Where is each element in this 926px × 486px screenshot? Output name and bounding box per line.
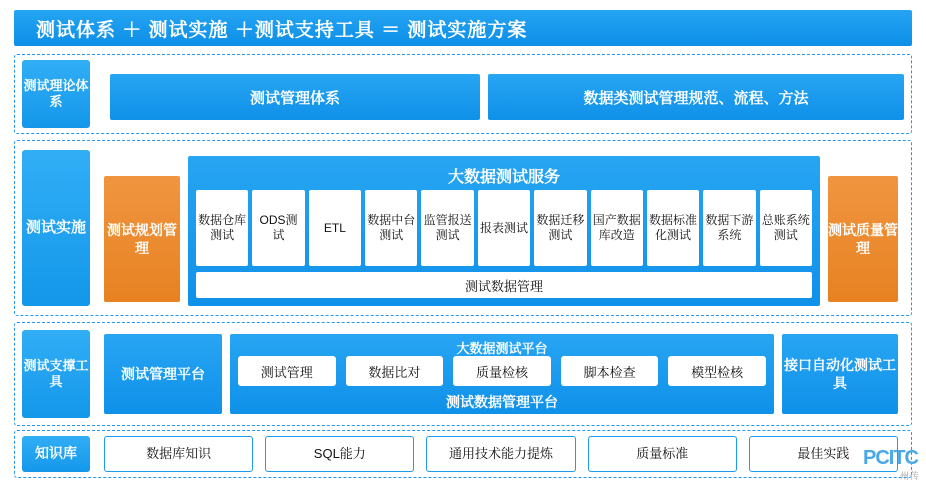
theory-box-data-test-spec[interactable]: 数据类测试管理规范、流程、方法: [488, 74, 904, 120]
impl-service-cell[interactable]: 数据下游系统: [703, 190, 755, 266]
impl-service-cell[interactable]: 数据仓库测试: [196, 190, 248, 266]
support-platform-cell[interactable]: 数据比对: [346, 356, 444, 386]
impl-box-test-planning-management[interactable]: 测试规划管理: [104, 176, 180, 302]
support-platform-cell[interactable]: 测试管理: [238, 356, 336, 386]
impl-service-cell[interactable]: ODS测试: [252, 190, 304, 266]
impl-service-title: 大数据测试服务: [447, 169, 560, 186]
knowledge-cell[interactable]: 最佳实践: [749, 436, 898, 472]
row-label-knowledge-base: 知识库: [22, 436, 90, 472]
support-bigdata-test-platform-panel: [230, 334, 774, 414]
knowledge-cell[interactable]: 质量标准: [588, 436, 737, 472]
page-title: 测试体系 ＋ 测试实施 ＋测试支持工具 ＝ 测试实施方案: [36, 19, 528, 41]
impl-service-cell-list: [196, 190, 812, 266]
row-label-implementation: 测试实施: [22, 150, 90, 306]
support-platform-bottom-test-data-platform: 测试数据管理平台: [446, 394, 558, 410]
impl-service-cell[interactable]: 监管报送测试: [421, 190, 473, 266]
impl-service-cell[interactable]: 数据标准化测试: [647, 190, 699, 266]
title-banner: [14, 10, 912, 46]
theory-box-management-system[interactable]: 测试管理体系: [110, 74, 480, 120]
support-box-interface-automation-tool[interactable]: 接口自动化测试工具: [782, 334, 898, 414]
support-platform-title: 大数据测试平台: [456, 341, 548, 356]
impl-service-cell[interactable]: ETL: [309, 190, 361, 266]
support-platform-cell[interactable]: 脚本检查: [561, 356, 659, 386]
knowledge-cell-list: [104, 436, 898, 472]
impl-service-cell[interactable]: 总账系统测试: [760, 190, 812, 266]
watermark-logo: PCITC: [863, 447, 918, 469]
row-label-theory: 测试理论体系: [22, 60, 90, 128]
support-platform-cell[interactable]: 模型检核: [668, 356, 766, 386]
impl-service-cell[interactable]: 数据迁移测试: [534, 190, 586, 266]
row-label-support-tools: 测试支撑工具: [22, 330, 90, 418]
impl-service-cell[interactable]: 国产数据库改造: [591, 190, 643, 266]
support-box-test-management-platform[interactable]: 测试管理平台: [104, 334, 222, 414]
knowledge-cell[interactable]: 数据库知识: [104, 436, 253, 472]
impl-box-test-quality-management[interactable]: 测试质量管理: [828, 176, 898, 302]
support-platform-cell[interactable]: 质量检核: [453, 356, 551, 386]
knowledge-cell[interactable]: SQL能力: [265, 436, 414, 472]
support-platform-cell-list: [238, 356, 766, 386]
impl-bigdata-test-service-panel: [188, 156, 820, 306]
impl-service-cell[interactable]: 数据中台测试: [365, 190, 417, 266]
impl-service-bottom-test-data-management[interactable]: 测试数据管理: [196, 272, 812, 298]
knowledge-cell[interactable]: 通用技术能力提炼: [426, 436, 575, 472]
impl-service-cell[interactable]: 报表测试: [478, 190, 530, 266]
watermark-text: 州传: [899, 471, 920, 481]
